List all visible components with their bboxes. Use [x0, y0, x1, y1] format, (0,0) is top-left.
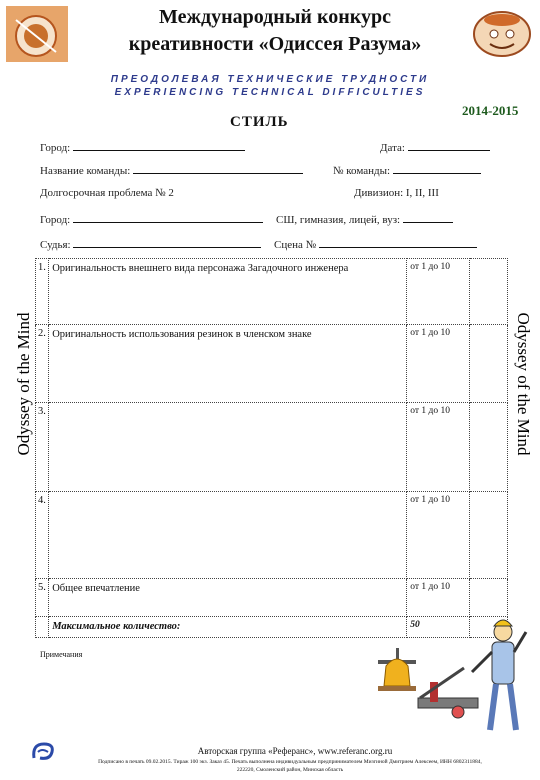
row-number: 4. — [36, 492, 49, 579]
row-number: 3. — [36, 403, 49, 492]
criterion-desc: Оригинальность внешнего вида персонажа Загадочного инженера — [49, 259, 407, 325]
subtitle-ru: ПРЕОДОЛЕВАЯ ТЕХНИЧЕСКИЕ ТРУДНОСТИ — [110, 74, 430, 85]
table-row — [36, 579, 508, 617]
table-row — [36, 403, 508, 492]
score-range: от 1 до 10 — [407, 325, 470, 403]
date-label: Дата: — [380, 142, 405, 154]
city2-label: Город: — [40, 214, 71, 226]
city-field[interactable] — [40, 140, 245, 154]
judge-field[interactable] — [40, 237, 261, 251]
score-input[interactable] — [470, 325, 508, 403]
criterion-desc — [49, 492, 407, 579]
team-number-label: № команды: — [333, 165, 391, 177]
team-name-field[interactable] — [40, 163, 303, 177]
row-number: 2. — [36, 325, 49, 403]
division-label: Дивизион: I, II, III — [354, 187, 439, 199]
score-range: от 1 до 10 — [407, 403, 470, 492]
date-field[interactable] — [380, 140, 490, 154]
school-label: СШ, гимназия, лицей, вуз: — [276, 214, 401, 226]
score-range: от 1 до 10 — [407, 579, 470, 617]
criterion-desc: Общее впечатление — [49, 579, 407, 617]
side-text-right: Odyssey of the Mind — [514, 312, 533, 456]
score-table — [35, 258, 508, 638]
footer-imprint: Подписано в печать 09.02.2015. Тираж 100 экз. Заказ 45. Печать выполнена индивидуальным предпринимателем Мизгиной Дмитрием Алексеем, ИНН 6802311884, 222220, Смоленский район, Минская область — [98, 759, 482, 773]
side-text-left: Odyssey of the Mind — [14, 312, 33, 456]
team-number-field[interactable] — [333, 163, 481, 177]
row-number: 1. — [36, 259, 49, 325]
engineer-illustration — [368, 612, 533, 742]
score-range: от 1 до 10 — [407, 492, 470, 579]
odyssey-mascot-logo — [470, 6, 534, 60]
judge-label: Судья: — [40, 239, 71, 251]
stage-label: Сцена № — [274, 239, 317, 251]
title-line-1: Международный конкурс — [159, 6, 391, 28]
notes-label: Примечания — [40, 650, 83, 659]
city2-field[interactable] — [40, 212, 263, 226]
stage-field[interactable] — [274, 237, 477, 251]
season-year: 2014-2015 — [462, 103, 519, 118]
organizer-logo — [6, 6, 68, 62]
team-name-label: Название команды: — [40, 165, 131, 177]
criterion-desc — [49, 403, 407, 492]
table-row — [36, 325, 508, 403]
row-number: 5. — [36, 579, 49, 617]
referans-logo — [30, 738, 56, 764]
score-range: от 1 до 10 — [407, 259, 470, 325]
score-input[interactable] — [470, 259, 508, 325]
score-input[interactable] — [470, 403, 508, 492]
contest-title — [90, 4, 460, 58]
score-input[interactable] — [470, 492, 508, 579]
table-row — [36, 259, 508, 325]
score-input[interactable] — [470, 579, 508, 617]
title-line-2: креативности «Одиссея Разума» — [128, 33, 422, 55]
form-title: СТИЛЬ — [230, 114, 289, 130]
table-row — [36, 492, 508, 579]
criterion-desc: Оригинальность использования резинок в членском знаке — [49, 325, 407, 403]
problem-label: Долгосрочная проблема № 2 — [40, 187, 174, 199]
max-score-value: 50 — [407, 617, 470, 638]
subtitle-en: EXPERIENCING TECHNICAL DIFFICULTIES — [114, 87, 426, 98]
city-label: Город: — [40, 142, 71, 154]
school-field[interactable] — [276, 212, 453, 226]
max-score-label: Максимальное количество: — [49, 617, 407, 638]
footer-authors: Авторская группа «Реферанс», www.referanс.org.ru — [197, 746, 393, 756]
